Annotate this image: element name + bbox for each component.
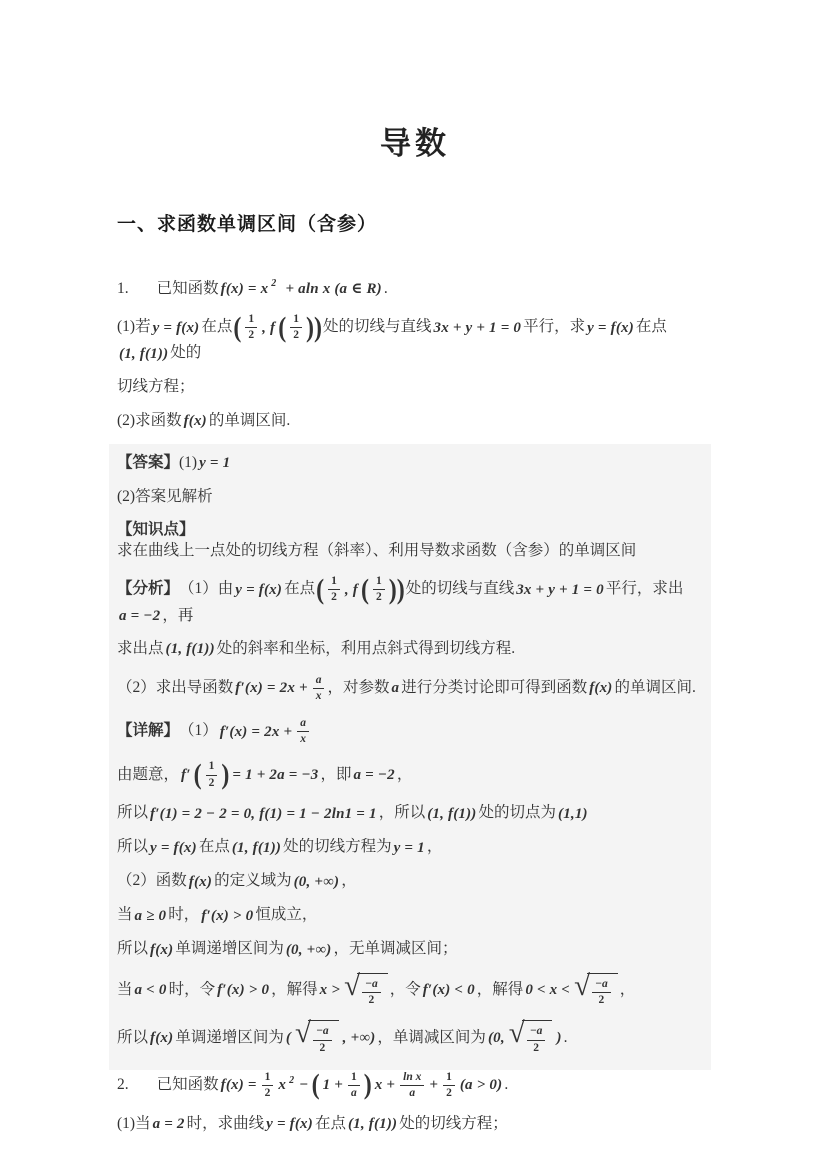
radical-sign: √ [344, 969, 360, 1002]
sqrt-expression [295, 1017, 339, 1055]
question2-stem: 2. 已知函数 f(x) = $\frac{1}{2}$ x 2 − ( 1 + $\frac{1}{a}$ ) x + $\frac{\text{ln x}}{a}$ + $\frac{1}{2}$ (a > 0) . [117, 1070, 509, 1101]
question1-part1-cont: 切线方程； [117, 377, 195, 395]
solution-step2: 由题意， f′ ( $\frac{1}{2}$ ) = 1 + 2a = −3 ，即 a = −2 ， [117, 759, 413, 791]
fraction: $\frac{1}{2}$ [245, 313, 257, 342]
fraction: $\frac{a}{x}$ [313, 674, 325, 703]
answer-line2: (2)答案见解析 [117, 487, 213, 505]
question-block [117, 278, 713, 432]
solution-step1: 【详解】 （1） f′(x) = 2x + $\frac{a}{x}$ [117, 716, 711, 747]
question1-stem: 1. 已知函数 f(x) = x 2 + aln x (a ∈ R) . [117, 278, 388, 297]
fraction: $\frac{1}{2}$ [262, 1071, 274, 1100]
fraction: $\frac{\text{ln x}}{a}$ [400, 1071, 424, 1100]
fraction: $\frac{1}{2}$ [206, 760, 218, 789]
fraction: $\frac{-a}{2}$ [592, 978, 611, 1007]
sqrt-expression [574, 969, 618, 1008]
document-content [117, 118, 713, 1147]
solution-step4: 所以 y = f(x) 在点 (1, f(1)) 处的切线方程为 y = 1 ， [117, 838, 443, 856]
analysis-line3: （2）求出导函数 f′(x) = 2x + $\frac{a}{x}$ ，对参数 a 进行分类讨论即可得到函数 f(x) 的单调区间. [117, 673, 696, 702]
fraction: $\frac{-a}{2}$ [527, 1025, 546, 1054]
sqrt-expression [344, 969, 388, 1008]
radical-sign: √ [574, 969, 590, 1002]
solution-step7: 所以 f(x) 单调递增区间为 (0, +∞) ，无单调减区间； [117, 940, 458, 958]
fraction: $\frac{-a}{2}$ [313, 1025, 332, 1054]
question2-part1: (1)当 a = 2 时，求曲线 y = f(x) 在点 (1, f(1)) 处的切线方程； [117, 1114, 508, 1133]
solution-step8: 当 a < 0 时，令 f′(x) > 0 ，解得 x > √ $\frac{-a}{2}$ ，令 f′(x) < 0 ，解得 0 < x < √ $\frac{-a}{2}$ ， [117, 973, 711, 1008]
solution-step3: 所以 f′(1) = 2 − 2 = 0, f(1) = 1 − 2ln1 = 1 ，所以 (1, f(1)) 处的切点为 (1,1) [117, 804, 588, 822]
fraction: $\frac{1}{2}$ [443, 1071, 455, 1100]
fraction: $\frac{1}{2}$ [328, 575, 340, 604]
sqrt-expression [508, 1017, 553, 1055]
fraction: $\frac{a}{x}$ [297, 717, 309, 746]
question1-part2: (2)求函数 f(x) 的单调区间. [117, 411, 291, 430]
radical-sign: √ [295, 1017, 311, 1050]
solution-step5: （2）函数 f(x) 的定义域为 (0, +∞) ， [117, 872, 357, 890]
knowledge-points: 【知识点】 求在曲线上一点处的切线方程（斜率）、利用导数求函数（含参）的单调区间 [117, 521, 637, 560]
analysis-line1: 【分析】 （1）由 y = f(x) 在点 ( $\frac{1}{2}$ , f ( $\frac{1}{2}$ )) 处的切线与直线 3x + y + 1 = 0 平行，求出 a = −2 ，再 [117, 574, 684, 624]
page-title: 导数 [380, 126, 450, 161]
solution-step6: 当 a ≥ 0 时， f′(x) > 0 恒成立， [117, 906, 318, 924]
question1-part1: (1)若 y = f(x) 在点 ( $\frac{1}{2}$ , f ( $\frac{1}{2}$ )) 处的切线与直线 3x + y + 1 = 0 平行，求 y = f(x) 在点 (1, f(1)) 处的 [117, 312, 667, 362]
answer-analysis-block [109, 444, 711, 1069]
fraction: $\frac{1}{2}$ [373, 575, 385, 604]
question-block [117, 1070, 713, 1135]
section-heading: 一、求函数单调区间（含参） [117, 214, 378, 235]
fraction: $\frac{1}{2}$ [290, 313, 302, 342]
radical-sign: √ [508, 1017, 525, 1050]
fraction: $\frac{1}{a}$ [348, 1071, 360, 1100]
solution-step9: 所以 f(x) 单调递增区间为 ( √ $\frac{-a}{2}$ , +∞) ，单调减区间为 (0, √ $\frac{-a}{2}$ ) . [117, 1020, 711, 1055]
document-lines [117, 278, 713, 1135]
analysis-line2: 求出点 (1, f(1)) 处的斜率和坐标，利用点斜式得到切线方程. [117, 640, 516, 658]
answer-line1: 【答案】 (1) y = 1 [117, 453, 231, 472]
fraction: $\frac{-a}{2}$ [362, 978, 381, 1007]
